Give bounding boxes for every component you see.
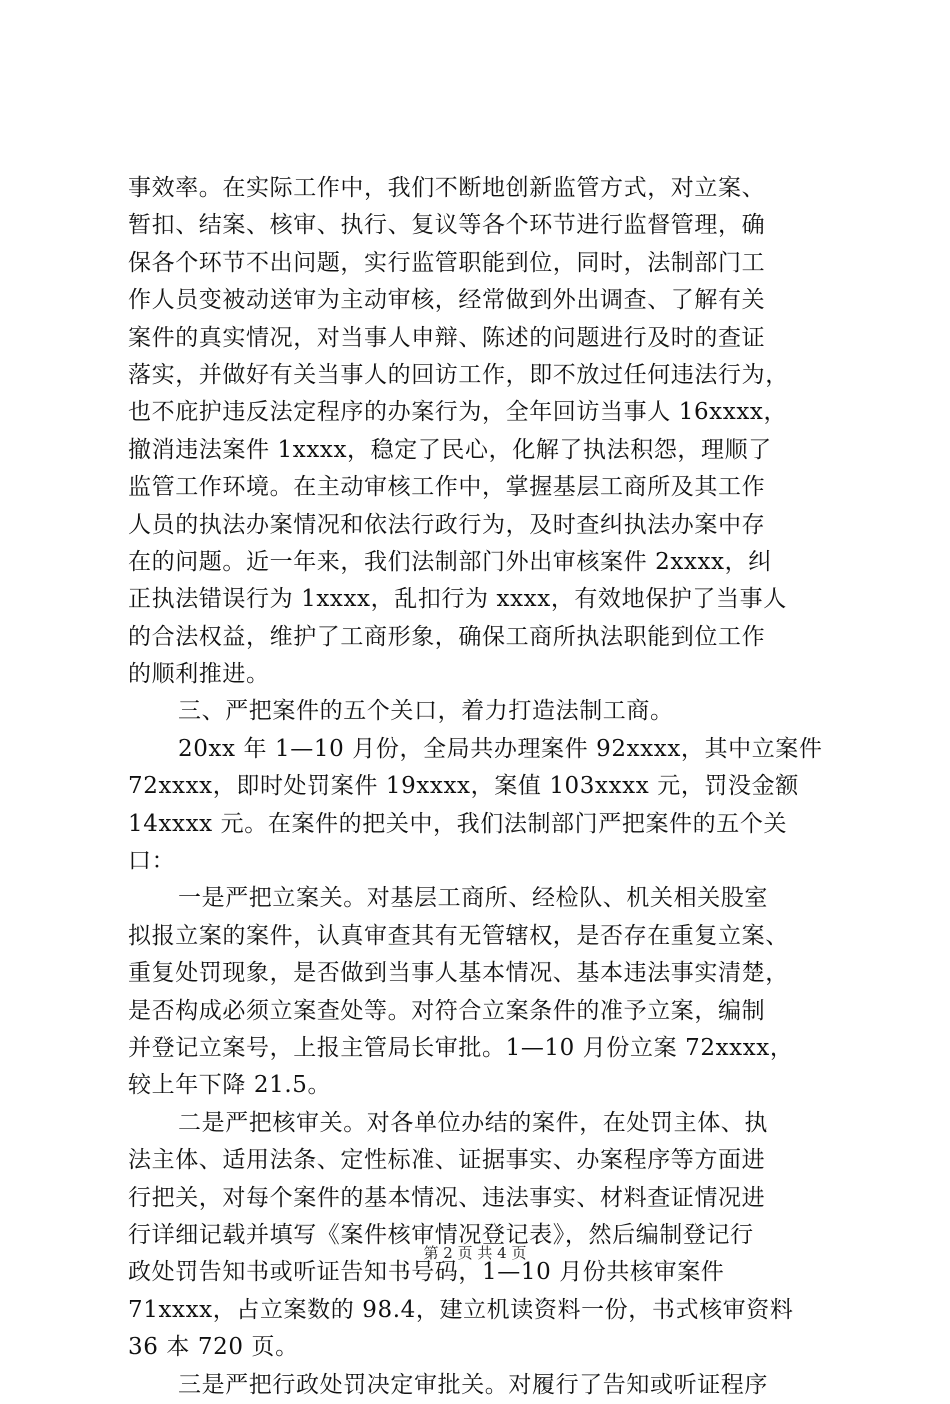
text-line: 重复处罚现象，是否做到当事人基本情况、基本违法事实清楚， xyxy=(128,960,789,987)
text-line: 20xx 年 1—10 月份，全局共办理案件 92xxxx，其中立案件 xyxy=(178,735,823,762)
text-line: 行把关，对每个案件的基本情况、违法事实、材料查证情况进 xyxy=(128,1184,766,1211)
text-line: 的合法权益，维护了工商形象，确保工商所执法职能到位工作 xyxy=(128,623,766,650)
text-line: 也不庇护违反法定程序的办案行为，全年回访当事人 16xxxx， xyxy=(128,399,788,426)
text-line: 72xxxx，即时处罚案件 19xxxx，案值 103xxxx 元，罚没金额 xyxy=(128,773,799,800)
text-line: 法主体、适用法条、定性标准、证据事实、办案程序等方面进 xyxy=(128,1147,766,1174)
text-line: 人员的执法办案情况和依法行政行为，及时查纠执法办案中存 xyxy=(128,511,766,538)
text-line: 暂扣、结案、核审、执行、复议等各个环节进行监督管理，确 xyxy=(128,212,766,239)
text-line: 是否构成必须立案查处等。对符合立案条件的准予立案，编制 xyxy=(128,997,766,1024)
text-line: 保各个环节不出问题，实行监管职能到位，同时，法制部门工 xyxy=(128,249,766,276)
text-line: 落实，并做好有关当事人的回访工作，即不放过任何违法行为， xyxy=(128,361,789,388)
text-line: 行详细记载并填写《案件核审情况登记表》，然后编制登记行 xyxy=(128,1221,754,1248)
text-line: 监管工作环境。在主动审核工作中，掌握基层工商所及其工作 xyxy=(128,474,766,501)
text-line: 一是严把立案关。对基层工商所、经检队、机关相关股室 xyxy=(178,885,768,912)
text-line: 较上年下降 21.5。 xyxy=(128,1072,332,1099)
text-line: 正执法错误行为 1xxxx，乱扣行为 xxxx，有效地保护了当事人 xyxy=(128,586,787,613)
text-line: 的顺利推进。 xyxy=(128,661,270,688)
page-footer: 第 2 页 共 4 页 xyxy=(423,1244,527,1262)
text-line: 三、严把案件的五个关口，着力打造法制工商。 xyxy=(178,698,674,725)
text-line: 事效率。在实际工作中，我们不断地创新监管方式，对立案、 xyxy=(128,175,766,201)
text-line: 并登记立案号，上报主管局长审批。1—10 月份立案 72xxxx， xyxy=(128,1034,794,1061)
text-line: 36 本 720 页。 xyxy=(128,1334,299,1361)
document-body xyxy=(128,170,828,1404)
text-line: 14xxxx 元。在案件的把关中，我们法制部门严把案件的五个关 xyxy=(128,810,788,837)
text-line: 71xxxx，占立案数的 98.4，建立机读资料一份，书式核审资料 xyxy=(128,1296,794,1323)
text-line: 拟报立案的案件，认真审查其有无管辖权，是否存在重复立案、 xyxy=(128,922,789,949)
text-line: 三是严把行政处罚决定审批关。对履行了告知或听证程序 xyxy=(178,1371,768,1398)
text-line: 二是严把核审关。对各单位办结的案件，在处罚主体、执 xyxy=(178,1109,768,1136)
text-line: 口： xyxy=(128,848,176,875)
text-line: 撤消违法案件 1xxxx，稳定了民心，化解了执法积怨，理顺了 xyxy=(128,436,772,463)
text-line: 在的问题。近一年来，我们法制部门外出审核案件 2xxxx，纠 xyxy=(128,548,772,575)
text-line: 作人员变被动送审为主动审核，经常做到外出调查、了解有关 xyxy=(128,287,766,314)
text-line: 案件的真实情况，对当事人申辩、陈述的问题进行及时的查证 xyxy=(128,324,766,351)
text-line: 政处罚告知书或听证告知书号码，1—10 月份共核审案件 xyxy=(128,1259,725,1286)
